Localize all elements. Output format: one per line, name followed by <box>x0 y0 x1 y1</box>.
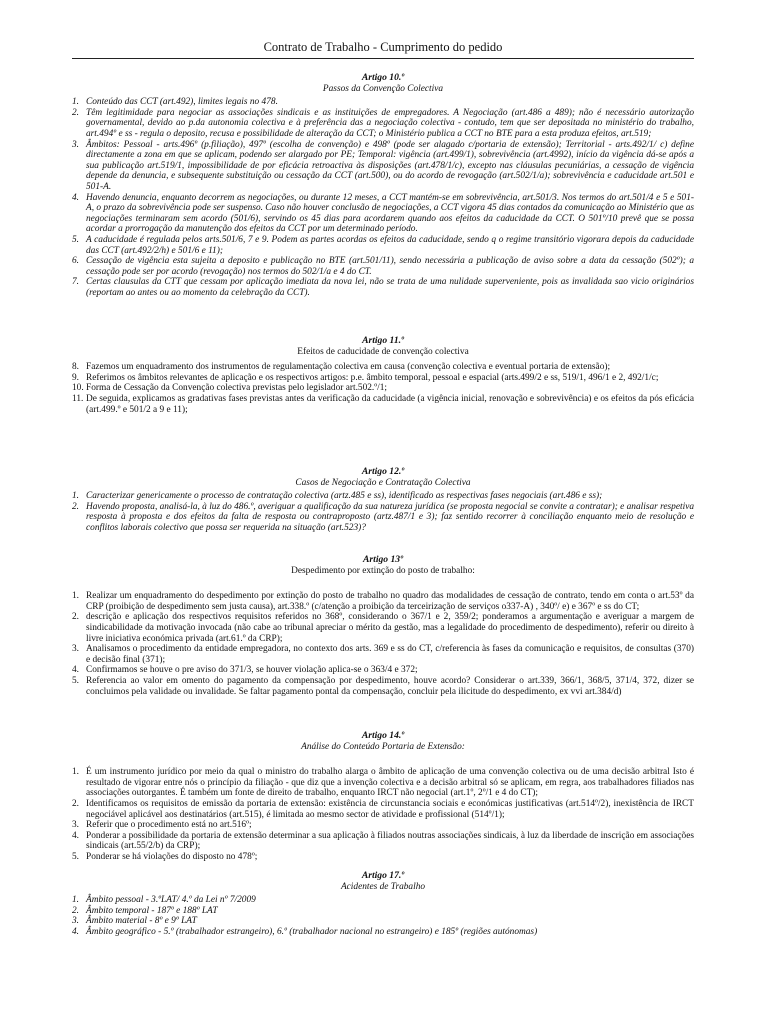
list-item <box>72 277 694 298</box>
list-item-number: 5. <box>72 851 80 862</box>
list-item <box>72 383 694 394</box>
list-item <box>72 612 694 644</box>
section-subheading: Passos da Convenção Colectiva <box>322 83 444 94</box>
section-heading: Artigo 10.º <box>361 72 405 83</box>
section-subheading: Acidentes de Trabalho <box>340 881 426 892</box>
list-item-text: Âmbito pessoal - 3.ºLAT/ 4.º da Lei nº 7/2009 <box>86 895 256 906</box>
section-artigo-11 <box>72 336 694 415</box>
list-item <box>72 895 694 906</box>
list-item-number: 3. <box>72 139 80 150</box>
section-artigo-14 <box>72 731 694 863</box>
section-heading: Artigo 13º <box>363 554 403 565</box>
list-item-text: descrição e aplicação dos respectivos requisitos referidos no 368º, considerando o 367/1 e 2, 359/2; ponderamos a argumentação e averiguar a margem de sindicabilidade da motivação invocada (não cabe ao tribunal apreciar o mérito da gestão, mas a legalidade do procedimento de despedimento), referir ou direito à livre iniciativa económica privada (art.61.º da CRP); <box>86 612 694 644</box>
list-item <box>72 676 694 697</box>
list-item-number: 4. <box>72 830 80 841</box>
list-item-number: 1. <box>72 97 80 108</box>
list-item-number: 7. <box>72 277 80 288</box>
list-item-number: 2. <box>72 612 80 623</box>
list-item <box>72 927 694 938</box>
section-heading: Artigo 17.º <box>361 870 405 881</box>
section-subheading: Efeitos de caducidade de convenção colectiva <box>297 346 469 357</box>
list-item <box>72 235 694 256</box>
list-item-text: Cessação de vigência esta sujeita a deposito e publicação no BTE (art.501/11), sendo necessária a publicação de aviso sobre a data da cessação (502º); a cessação pode ser por acordo (revogação) nos termos do 502/1/a e 4 do CT. <box>86 256 694 277</box>
list-item-number: 3. <box>72 820 80 831</box>
list-item-number: 11. <box>72 393 84 404</box>
list-item-number: 2. <box>72 107 80 118</box>
list-item-text: Forma de Cessação da Convenção colectiva previstas pelo legislador art.502.º/1; <box>86 383 388 394</box>
list-item-text: Confirmamos se houve o pre aviso do 371/3, se houver violação aplica-se o 363/4 e 372; <box>86 665 418 676</box>
list-item-number: 4. <box>72 665 80 676</box>
section-heading: Artigo 12.º <box>361 466 405 477</box>
list-item-text: Âmbito material - 8º e 9º LAT <box>86 916 197 927</box>
list-item <box>72 644 694 665</box>
list-item-text: Havendo denuncia, enquanto decorrem as negociações, ou durante 12 meses, a CCT mantém-se em sobrevivência, art.501/3. Nos termos do art.501/4 e 5 e 501-A, o prazo da sobrevivência pode ser suspenso. Caso não houver conclusão de negociações, a CCT vigora 45 dias contados da comunicação ao Ministério que as negociações terminaram sem acordo (501/6), servindo os 45 dias para acordarem quando aos efeitos da caducidade da CCT. O 501º/10 prevê que se possa acordar a prorrogação da manutenção dos efeitos da CCT por um determinado período. <box>86 192 694 235</box>
list-item-number: 10. <box>72 383 84 394</box>
list-item-text: É um instrumento jurídico por meio da qual o ministro do trabalho alarga o âmbito de aplicação de uma convenção colectiva ou de uma decisão arbitral Isto é resultado de vigorar entre nós o princípio da filiação - que diz que a invenção colectiva e a decisão arbitral só se aplicam, em regra, aos trabalhadores filiados nas associações outorgantes. É também um fonte de direito de trabalho, enquanto IRCT não negocial (art.1º, 2º/1 e 4 do CT); <box>86 767 694 799</box>
list-item-text: Fazemos um enquadramento dos instrumentos de regulamentação colectiva em causa (convenção colectiva e eventual portaria de extensão); <box>86 362 611 373</box>
list-item-number: 5. <box>72 675 80 686</box>
list-item <box>72 97 694 108</box>
list-item-number: 1. <box>72 767 80 778</box>
list-item-number: 1. <box>72 895 80 906</box>
list-item-text: Referir que o procedimento está no art.516º; <box>86 820 252 831</box>
list-item <box>72 394 694 415</box>
list-item-text: Âmbitos: Pessoal - arts.496º (p.filiação), 497º (escolha de convenção) e 498º (pode ser alagado c/portaria de extensão); Territorial - arts.492/1/ c) define directamente a zona em que se aplicam, podendo ser alargado por PE; Temporal: vigência (art.499/1), sobrevivência (art.4992), início da vigência dá-se após a sua publicação art.519/1, impossibilidade de por eficácia retroactiva às disposições (art.478/1/c), excepto nas cláusulas pecuniárias, a cessação de vigência depende da denuncia, e subsequente substituição ou cessação da CCT (art.500), ou do acordo de revogação (art.502/1/a); sobrevivência e caducidade art.501 e 501-A. <box>86 139 694 192</box>
list-item <box>72 491 694 502</box>
section-subheading: Análise do Conteúdo Portaria de Extensão: <box>301 741 465 752</box>
list-item-text: Caracterizar genericamente o processo de contratação colectiva (artz.485 e ss), identificado as respectivas fases negociais (art.486 e ss); <box>86 491 603 502</box>
list-item <box>72 591 694 612</box>
list-item-number: 5. <box>72 234 80 245</box>
list-item-text: Conteúdo das CCT (art.492), limites legais no 478. <box>86 97 278 108</box>
list-item-text: Analisamos o procedimento da entidade empregadora, no contexto dos arts. 369 e ss do CT, c/referencia às fases da comunicação e requisitos, de consultas (370) e decisão final (371); <box>86 644 694 665</box>
section-artigo-12 <box>72 467 694 534</box>
list-item-text: Referencia ao valor em omento do pagamento da compensação por despedimento, houve acordo? Considerar o art.339, 366/1, 368/5, 371/4, 372, dizer se concluimos pela validade ou invalidade. Se faltar pagamento pontal da compensação, concluir pela ilicitude do despedimento, ex vvi art.384/d) <box>86 675 694 697</box>
list-item <box>72 831 694 852</box>
list-item-number: 2. <box>72 501 80 512</box>
list-item <box>72 193 694 235</box>
list-item-number: 8. <box>72 362 80 373</box>
list-item-number: 9. <box>72 372 80 383</box>
list-item <box>72 767 694 799</box>
list-item <box>72 140 694 193</box>
list-item-text: Referimos os âmbitos relevantes de aplicação e os respectivos artigos: p.e. âmbito temporal, pessoal e espacial (arts.499/2 e ss, 519/1, 496/1 e 2, 492/1/c; <box>86 372 659 383</box>
header-divider <box>72 58 694 59</box>
list-item-text: Têm legitimidade para negociar as associações sindicais e as instituições de empregadores. A Negociação (art.486 a 489); não é necessário autorização governamental, devido ao p.da autonomia colectiva e à preferência das a negociação colectiva - contudo, tem que ser depositada no ministério do trabalho, art.494º e ss - regula o deposito, recusa e possibilidade de alteração da CCT; o Ministério publica a CCT no BTE para a esta produza efeitos, art.519; <box>86 107 694 139</box>
list-item-number: 3. <box>72 644 80 655</box>
list-item <box>72 256 694 277</box>
list-item <box>72 906 694 917</box>
section-subheading: Casos de Negociação e Contratação Colectiva <box>295 477 471 488</box>
list-item-text: Realizar um enquadramento do despedimento por extinção do posto de trabalho no quadro das modalidades de cessação de contrato, tendo em conta o art.53º da CRP (proibição de despedimento sem justa causa), art.338.º (c/atenção a proibição da terceirização de serviços o337-A) , 340º/ e) e 367º e ss do CT; <box>86 591 694 612</box>
list-item-number: 4. <box>72 192 80 203</box>
list-item <box>72 108 694 140</box>
list-item-number: 6. <box>72 256 80 267</box>
list-item-text: Certas clausulas da CTT que cessam por aplicação imediata da nova lei, não se trata de uma nulidade superveniente, pois as invalidada sao vicio originários (reportam ao antes ou ao momento da celebração da CCT). <box>86 277 694 298</box>
list-item-number: 4. <box>72 926 80 937</box>
list-item <box>72 916 694 927</box>
list-item <box>72 665 694 676</box>
section-artigo-17 <box>72 871 694 938</box>
list-item-number: 2. <box>72 798 80 809</box>
section-heading: Artigo 14.º <box>361 730 405 741</box>
list-item-text: Âmbito temporal - 187º e 188º LAT <box>86 905 218 916</box>
list-item-text: A caducidade é regulada pelos arts.501/6, 7 e 9. Podem as partes acordas os efeitos da caducidade, sendo q o regime transitório vigorara depois da caducidade das CCT (art.492/2/h) e 501/6 e 11); <box>86 234 694 256</box>
list-item-number: 3. <box>72 916 80 927</box>
section-subheading: Despedimento por extinção do posto de trabalho: <box>291 565 475 576</box>
list-item <box>72 852 694 863</box>
page-title: Contrato de Trabalho - Cumprimento do pedido <box>263 40 503 54</box>
list-item <box>72 362 694 373</box>
list-item-number: 1. <box>72 491 80 502</box>
list-item <box>72 820 694 831</box>
list-item-text: Havendo proposta, analisá-la, à luz do 486.º, averiguar a qualificação da sua natureza jurídica (se proposta negocial se convite a contratar); e analisar respetiva resposta à proposta e dos efeitos da falta de resposta ou contraproposto (artz.487/1 e 3); faz sentido recorrer à conciliação enquanto meio de resolução e conflitos laborais colectivo que possa ser requerida na situação (art.523)? <box>86 501 695 533</box>
list-item-number: 1. <box>72 591 80 602</box>
list-item-number: 2. <box>72 905 80 916</box>
section-artigo-13 <box>72 555 694 697</box>
section-heading: Artigo 11.º <box>362 335 404 346</box>
section-artigo-10 <box>72 73 694 298</box>
list-item-text: Identificamos os requisitos de emissão da portaria de extensão: existência de circunstancia sociais e económicas justificativas (art.514º/2), inexistência de IRCT negociável aplicável aos destinatários (art.515), é limitada ao mesmo sector de atividade e profissional (514º/1); <box>86 798 694 820</box>
list-item <box>72 799 694 820</box>
list-item-text: Ponderar se há violações do disposto no 478º; <box>86 851 258 862</box>
list-item-text: Ponderar a possibilidade da portaria de extensão determinar a sua aplicação à filiados noutras associações sindicais, à luz da liberdade de inscrição em associações sindicais (art.55/2/b) da CRP); <box>86 830 694 852</box>
list-item <box>72 502 694 534</box>
list-item-text: Âmbito geográfico - 5.º (trabalhador estrangeiro), 6.º (trabalhador nacional no estrangeiro) e 185º (regiões autónomas) <box>86 926 538 937</box>
list-item <box>72 373 694 384</box>
list-item-text: De seguida, explicamos as gradativas fases previstas antes da verificação da caducidade (a vigência inicial, renovação e sobrevivência) e os efeitos da pós eficácia (art.499.º e 501/2 a 9 e 11); <box>86 393 694 415</box>
